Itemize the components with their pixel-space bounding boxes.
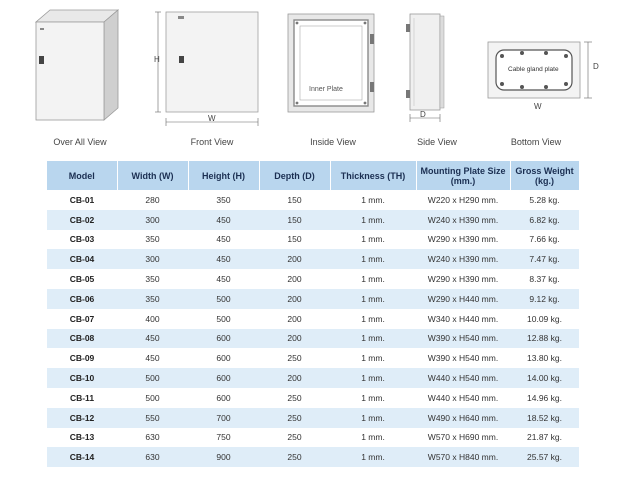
header-model: Model [47,161,117,190]
cell-thickness: 1 mm. [330,230,416,250]
cell-height: 700 [188,408,259,428]
cell-thickness: 1 mm. [330,309,416,329]
cell-gross-weight: 10.09 kg. [510,309,579,329]
cell-width: 350 [117,269,188,289]
cell-height: 600 [188,329,259,349]
cell-depth: 200 [259,309,330,329]
cell-gross-weight: 12.88 kg. [510,329,579,349]
header-gross-weight: Gross Weight (kg.) [510,161,579,190]
cell-height: 450 [188,210,259,230]
cell-gross-weight: 13.80 kg. [510,348,579,368]
bottom-view-width-label: W [534,102,542,111]
cell-depth: 250 [259,388,330,408]
cell-depth: 200 [259,289,330,309]
cell-width: 450 [117,329,188,349]
cable-gland-plate-label: Cable gland plate [508,66,559,73]
cell-height: 450 [188,230,259,250]
cell-model: CB-03 [47,230,117,250]
table-row [47,190,579,210]
cell-mounting-plate: W290 x H390 mm. [416,230,510,250]
table-row [47,329,579,349]
header-thickness: Thickness (TH) [330,161,416,190]
cell-depth: 250 [259,348,330,368]
cell-height: 900 [188,447,259,467]
product-views [0,0,622,155]
cell-width: 450 [117,348,188,368]
cell-height: 450 [188,269,259,289]
overall-view-illustration [28,4,128,122]
cell-model: CB-08 [47,329,117,349]
cell-width: 300 [117,210,188,230]
table-row [47,368,579,388]
table-row [47,309,579,329]
cell-depth: 250 [259,428,330,448]
front-view-height-label: H [154,55,160,64]
cell-model: CB-14 [47,447,117,467]
cell-gross-weight: 14.96 kg. [510,388,579,408]
cell-thickness: 1 mm. [330,348,416,368]
table-row [47,428,579,448]
cell-thickness: 1 mm. [330,408,416,428]
table-row [47,249,579,269]
cell-depth: 150 [259,210,330,230]
side-view-illustration [402,10,458,128]
cell-gross-weight: 7.66 kg. [510,230,579,250]
cell-model: CB-07 [47,309,117,329]
cell-gross-weight: 7.47 kg. [510,249,579,269]
cell-width: 500 [117,368,188,388]
cell-gross-weight: 5.28 kg. [510,190,579,210]
cell-gross-weight: 18.52 kg. [510,408,579,428]
table-row [47,230,579,250]
cell-mounting-plate: W570 x H840 mm. [416,447,510,467]
cell-model: CB-10 [47,368,117,388]
cell-thickness: 1 mm. [330,447,416,467]
table-body [47,190,579,467]
cell-model: CB-05 [47,269,117,289]
cell-model: CB-12 [47,408,117,428]
specification-table [47,161,580,467]
cell-width: 350 [117,230,188,250]
cell-width: 630 [117,447,188,467]
table-row [47,447,579,467]
table-row [47,388,579,408]
cell-depth: 250 [259,447,330,467]
header-width: Width (W) [117,161,188,190]
cell-depth: 150 [259,230,330,250]
cell-depth: 150 [259,190,330,210]
bottom-view-depth-label: D [593,62,599,71]
inside-view-caption: Inside View [310,137,356,147]
cell-height: 350 [188,190,259,210]
cell-thickness: 1 mm. [330,249,416,269]
cell-model: CB-11 [47,388,117,408]
cell-gross-weight: 14.00 kg. [510,368,579,388]
table-header-row [47,161,579,190]
cell-thickness: 1 mm. [330,329,416,349]
cell-thickness: 1 mm. [330,368,416,388]
cell-depth: 200 [259,269,330,289]
header-depth: Depth (D) [259,161,330,190]
header-height: Height (H) [188,161,259,190]
front-view-width-label: W [208,114,216,123]
cell-height: 600 [188,388,259,408]
cell-height: 450 [188,249,259,269]
cell-model: CB-13 [47,428,117,448]
table-row [47,348,579,368]
cell-width: 280 [117,190,188,210]
cell-thickness: 1 mm. [330,428,416,448]
cell-gross-weight: 6.82 kg. [510,210,579,230]
cell-height: 500 [188,289,259,309]
cell-mounting-plate: W490 x H640 mm. [416,408,510,428]
cell-gross-weight: 8.37 kg. [510,269,579,289]
cell-thickness: 1 mm. [330,269,416,289]
cell-gross-weight: 9.12 kg. [510,289,579,309]
side-view-depth-label: D [420,110,426,119]
cell-mounting-plate: W440 x H540 mm. [416,368,510,388]
cell-thickness: 1 mm. [330,190,416,210]
cell-height: 500 [188,309,259,329]
cell-width: 400 [117,309,188,329]
front-view-caption: Front View [190,137,234,147]
cell-mounting-plate: W290 x H440 mm. [416,289,510,309]
cell-depth: 200 [259,329,330,349]
cell-height: 600 [188,368,259,388]
cell-mounting-plate: W240 x H390 mm. [416,249,510,269]
cell-width: 300 [117,249,188,269]
cell-thickness: 1 mm. [330,388,416,408]
cell-depth: 200 [259,249,330,269]
bottom-view-illustration [484,38,602,108]
cell-mounting-plate: W390 x H540 mm. [416,348,510,368]
cell-mounting-plate: W290 x H390 mm. [416,269,510,289]
inside-view-illustration [286,12,378,116]
cell-width: 500 [117,388,188,408]
cell-mounting-plate: W240 x H390 mm. [416,210,510,230]
cell-model: CB-04 [47,249,117,269]
cell-height: 600 [188,348,259,368]
side-view-caption: Side View [417,137,457,147]
cell-thickness: 1 mm. [330,289,416,309]
cell-mounting-plate: W390 x H540 mm. [416,329,510,349]
cell-width: 630 [117,428,188,448]
cell-mounting-plate: W220 x H290 mm. [416,190,510,210]
cell-model: CB-06 [47,289,117,309]
table-row [47,408,579,428]
cell-gross-weight: 21.87 kg. [510,428,579,448]
bottom-view-caption: Bottom View [510,137,562,147]
cell-gross-weight: 25.57 kg. [510,447,579,467]
cell-depth: 250 [259,408,330,428]
cell-model: CB-02 [47,210,117,230]
cell-model: CB-01 [47,190,117,210]
table-row [47,289,579,309]
table-row [47,269,579,289]
cell-width: 350 [117,289,188,309]
cell-mounting-plate: W570 x H690 mm. [416,428,510,448]
table-row [47,210,579,230]
header-mounting-plate: Mounting Plate Size (mm.) [416,161,510,190]
cell-mounting-plate: W440 x H540 mm. [416,388,510,408]
cell-thickness: 1 mm. [330,210,416,230]
cell-model: CB-09 [47,348,117,368]
cell-depth: 200 [259,368,330,388]
cell-width: 550 [117,408,188,428]
front-view-illustration [152,8,264,130]
cell-height: 750 [188,428,259,448]
overall-view-caption: Over All View [53,137,107,147]
cell-mounting-plate: W340 x H440 mm. [416,309,510,329]
inner-plate-label: Inner Plate [309,86,343,93]
